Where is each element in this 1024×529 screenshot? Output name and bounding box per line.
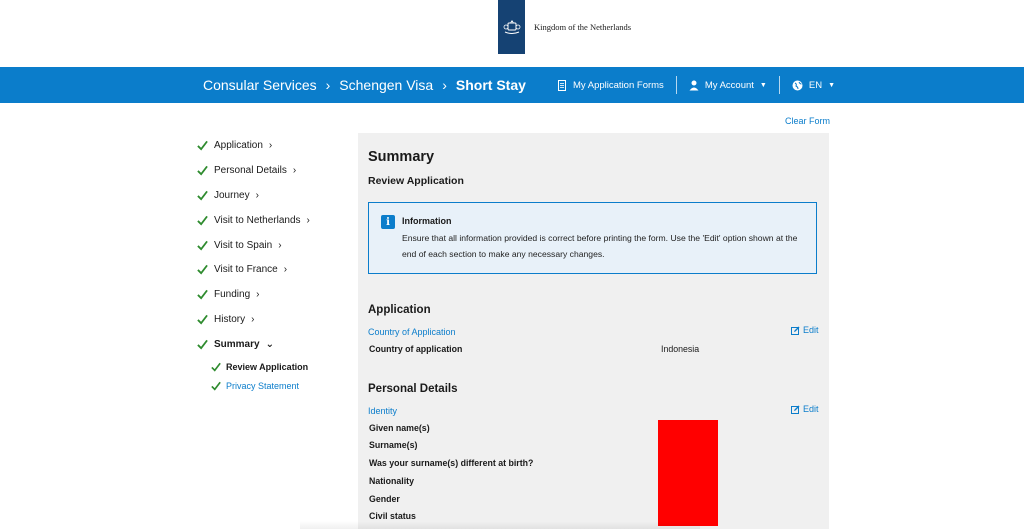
sidebar-subitem-review-application[interactable] [211, 357, 347, 376]
checkmark-icon [211, 362, 221, 372]
my-application-forms-link[interactable] [557, 80, 664, 91]
sidebar-item-label: Visit to France [214, 264, 278, 276]
row-label-surnames: Surname(s) [369, 440, 418, 450]
sidebar-item-label: Visit to Spain [214, 239, 273, 251]
chevron-right-icon: › [306, 214, 310, 226]
info-title: Information [402, 216, 452, 226]
row-label-country-of-application: Country of application [369, 344, 463, 354]
caret-down-icon: ▼ [759, 81, 767, 89]
chevron-right-icon: › [292, 164, 297, 176]
row-label-civil-status: Civil status [369, 511, 416, 521]
sidebar-item-label: Summary [214, 339, 260, 351]
clear-form-link[interactable]: Clear Form [785, 116, 831, 126]
language-dropdown[interactable] [792, 80, 835, 91]
my-account-label: My Account [704, 79, 754, 91]
chevron-right-icon: › [278, 239, 282, 251]
bottom-shadow [300, 521, 700, 529]
edit-icon [791, 405, 800, 414]
my-account-dropdown[interactable] [689, 80, 767, 91]
chevron-right-icon: › [442, 77, 447, 93]
edit-label: Edit [803, 404, 819, 414]
edit-icon [791, 326, 800, 335]
language-label: EN [808, 79, 823, 91]
edit-label: Edit [803, 325, 819, 335]
crest-icon [498, 0, 525, 54]
checkmark-icon [197, 314, 208, 325]
step-sidebar [197, 133, 347, 395]
chevron-right-icon: › [325, 77, 331, 93]
sidebar-item-application[interactable] [197, 133, 347, 158]
sidebar-item-label: Personal Details [214, 164, 287, 176]
nav-divider [676, 76, 677, 94]
document-icon [557, 80, 567, 91]
edit-application-button[interactable] [791, 325, 819, 335]
sidebar-item-label: Funding [214, 289, 251, 301]
caret-down-icon: ▼ [828, 81, 835, 89]
user-icon [689, 80, 699, 91]
chevron-right-icon: › [256, 289, 260, 301]
checkmark-icon [197, 264, 208, 275]
chevron-down-icon: ⌄ [265, 339, 274, 351]
row-label-gender: Gender [369, 494, 400, 504]
breadcrumb-short-stay: Short Stay [455, 77, 526, 93]
sidebar-item-funding[interactable] [197, 282, 347, 307]
row-label-nationality: Nationality [369, 476, 414, 486]
breadcrumb [203, 67, 526, 103]
page-subtitle: Review Application [368, 175, 464, 187]
checkmark-icon [197, 190, 208, 201]
sidebar-item-personal-details[interactable] [197, 158, 347, 183]
top-nav-links [557, 67, 835, 103]
checkmark-icon [197, 339, 208, 350]
logo-text: Kingdom of the Netherlands [534, 22, 632, 32]
sidebar-item-journey[interactable] [197, 183, 347, 208]
breadcrumb-schengen-visa[interactable]: Schengen Visa [339, 77, 434, 93]
top-navigation-bar [0, 67, 1024, 103]
sidebar-item-history[interactable] [197, 307, 347, 332]
sidebar-subitem-privacy-statement[interactable] [211, 376, 347, 395]
information-box [368, 202, 817, 274]
sidebar-item-label: Application [214, 139, 263, 151]
checkmark-icon [197, 240, 208, 251]
page-title: Summary [368, 149, 435, 165]
my-application-forms-label: My Application Forms [573, 79, 664, 91]
chevron-right-icon: › [283, 264, 288, 276]
checkmark-icon [197, 215, 208, 226]
section-title-application: Application [368, 304, 431, 316]
checkmark-icon [211, 381, 221, 391]
info-text: Ensure that all information provided is correct before printing the form. Use the 'Edit' option shown at the end of each section to make any necessary changes. [402, 233, 798, 259]
row-value-country-of-application: Indonesia [661, 344, 700, 354]
row-label-surname-different-at-birth: Was your surname(s) different at birth? [369, 458, 534, 468]
row-label-given-names: Given name(s) [369, 423, 430, 433]
checkmark-icon [197, 289, 208, 300]
sidebar-item-label: Visit to Netherlands [214, 214, 301, 226]
sidebar-item-label: Journey [214, 189, 250, 201]
country-of-application-link[interactable]: Country of Application [368, 327, 456, 337]
section-title-personal-details: Personal Details [368, 383, 458, 395]
checkmark-icon [197, 165, 208, 176]
globe-icon [792, 80, 803, 91]
sidebar-item-visit-to-france[interactable] [197, 257, 347, 282]
breadcrumb-consular-services[interactable]: Consular Services [203, 77, 317, 93]
sidebar-item-label: History [214, 314, 246, 326]
sidebar-item-summary[interactable] [197, 332, 347, 357]
sidebar-subitem-label: Privacy Statement [226, 380, 300, 391]
chevron-right-icon: › [251, 314, 255, 326]
site-logo[interactable] [498, 0, 631, 54]
info-icon: i [381, 215, 395, 229]
sidebar-subitem-label: Review Application [226, 361, 309, 372]
nav-divider [779, 76, 780, 94]
edit-personal-details-button[interactable] [791, 404, 819, 414]
checkmark-icon [197, 140, 208, 151]
sidebar-item-visit-to-netherlands[interactable] [197, 208, 347, 233]
sidebar-item-visit-to-spain[interactable] [197, 233, 347, 258]
chevron-right-icon: › [255, 189, 259, 201]
chevron-right-icon: › [268, 139, 273, 151]
redaction-box [658, 420, 718, 526]
identity-link[interactable]: Identity [368, 406, 398, 416]
summary-panel [358, 133, 829, 529]
